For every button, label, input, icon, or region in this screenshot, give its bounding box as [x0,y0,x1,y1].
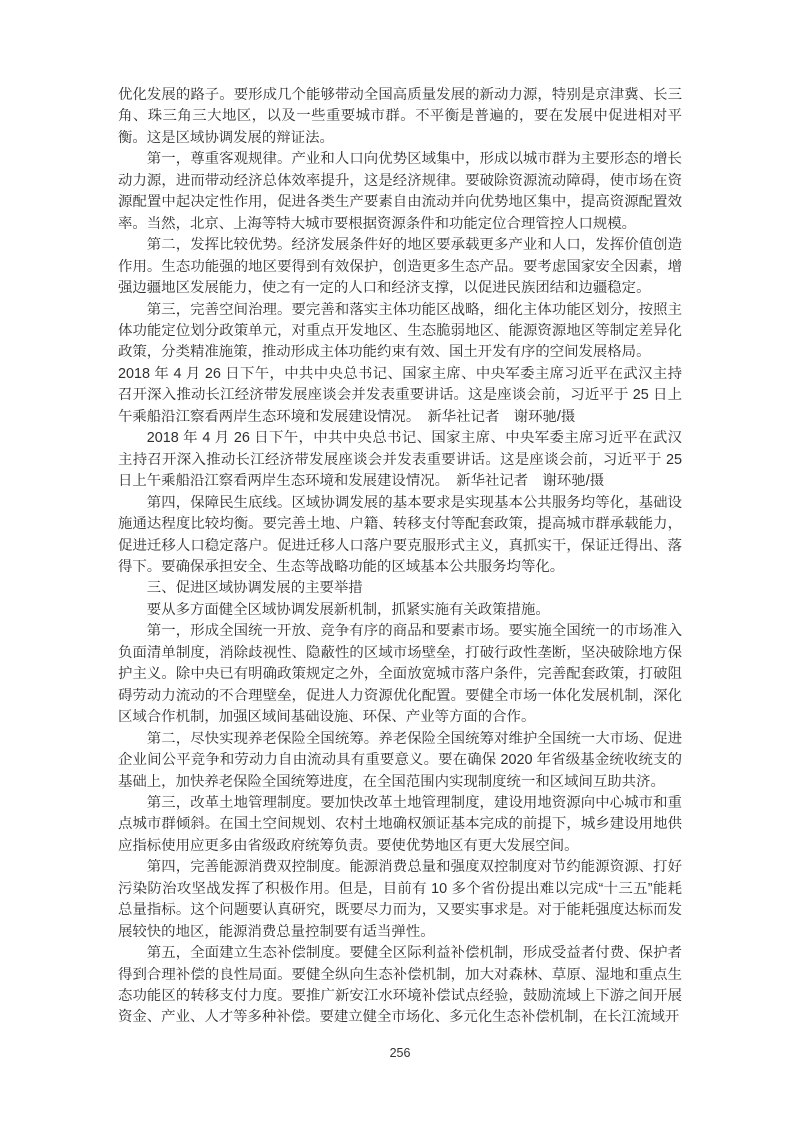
body-paragraph: 第五，全面建立生态补偿制度。要健全区际利益补偿机制，形成受益者付费、保护者得到合理补偿的良性局面。要健全纵向生态补偿机制，加大对森林、草原、湿地和重点生态功能区的转移支付力度。要推广新安江水环境补偿试点经验，鼓励流域上下游之间开展资金、产业、人才等多种补偿。要建立健全市场化、多元化生态补偿机制，在长江流域开 [118,945,682,1026]
body-paragraph: 要从多方面健全区域协调发展新机制，抓紧实施有关政策措施。 [146,601,550,618]
body-paragraph: 第三，完善空间治理。要完善和落实主体功能区战略，细化主体功能区划分，按照主体功能定位划分政策单元，对重点开发地区、生态脆弱地区、能源资源地区等制定差异化政策，分类精准施策，推动形成主体功能约束有效、国土开发有序的空间发展格局。 [118,301,682,361]
page-number: 256 [389,1046,411,1060]
photo-caption: 2018 年 4 月 26 日下午，中共中央总书记、国家主席、中央军委主席习近平在武汉主持召开深入推动长江经济带发展座谈会并发表重要讲话。这是座谈会前，习近平于 25 日上午乘船沿江察看两岸生态环境和发展建设情况。 新华社记者 谢环驰/摄 [118,430,682,490]
body-paragraph: 第四，完善能源消费双控制度。能源消费总量和强度双控制度对节约能源资源、打好污染防治攻坚战发挥了积极作用。但是，目前有 10 多个省份提出难以完成“十三五”能耗总量指标。这个问题要认真研究，既要尽力而为，又要实事求是。对于能耗强度达标而发展较快的地区，能源消费总量控制要有适当弹性。 [118,859,682,940]
section-heading: 三、促进区域协调发展的主要举措 [146,580,363,597]
text-column [118,85,682,1029]
body-paragraph: 第一，形成全国统一开放、竞争有序的商品和要素市场。要实施全国统一的市场准入负面清单制度，消除歧视性、隐蔽性的区域市场壁垒，打破行政性垄断，坚决破除地方保护主义。除中央已有明确政策规定之外，全面放宽城市落户条件，完善配套政策，打破阻碍劳动力流动的不合理壁垒，促进人力资源优化配置。要健全市场一体化发展机制，深化区域合作机制，加强区域间基础设施、环保、产业等方面的合作。 [118,623,682,726]
body-paragraph: 第一，尊重客观规律。产业和人口向优势区域集中，形成以城市群为主要形态的增长动力源，进而带动经济总体效率提升，这是经济规律。要破除资源流动障碍，使市场在资源配置中起决定性作用，促进各类生产要素自由流动并向优势地区集中，提高资源配置效率。当然，北京、上海等特大城市要根据资源条件和功能定位合理管控人口规模。 [118,151,682,232]
body-paragraph: 优化发展的路子。要形成几个能够带动全国高质量发展的新动力源，特别是京津冀、长三角、珠三角三大地区，以及一些重要城市群。不平衡是普遍的，要在发展中促进相对平衡。这是区域协调发展的辩证法。 [118,87,682,146]
photo-caption: 2018 年 4 月 26 日下午，中共中央总书记、国家主席、中央军委主席习近平在武汉主持召开深入推动长江经济带发展座谈会并发表重要讲话。这是座谈会前，习近平于 25 日上午乘船沿江察看两岸生态环境和发展建设情况。 新华社记者 谢环驰/摄 [118,365,682,425]
body-paragraph: 第四，保障民生底线。区域协调发展的基本要求是实现基本公共服务均等化，基础设施通达程度比较均衡。要完善土地、户籍、转移支付等配套政策，提高城市群承载能力，促进迁移人口稳定落户。促进迁移人口落户要克服形式主义，真抓实干，保证迁得出、落得下。要确保承担安全、生态等战略功能的区域基本公共服务均等化。 [118,494,682,575]
body-paragraph: 第二，发挥比较优势。经济发展条件好的地区要承载更多产业和人口，发挥价值创造作用。生态功能强的地区要得到有效保护，创造更多生态产品。要考虑国家安全因素，增强边疆地区发展能力，使之有一定的人口和经济支撑，以促进民族团结和边疆稳定。 [118,237,682,297]
body-paragraph: 第二，尽快实现养老保险全国统筹。养老保险全国统筹对维护全国统一大市场、促进企业间公平竞争和劳动力自由流动具有重要意义。要在确保 2020 年省级基金统收统支的基础上，加快养老保险全国统筹进度，在全国范围内实现制度统一和区域间互助共济。 [118,730,682,790]
body-paragraph: 第三，改革土地管理制度。要加快改革土地管理制度，建设用地资源向中心城市和重点城市群倾斜。在国土空间规划、农村土地确权颁证基本完成的前提下，城乡建设用地供应指标使用应更多由省级政府统筹负责。要使优势地区有更大发展空间。 [118,794,682,854]
